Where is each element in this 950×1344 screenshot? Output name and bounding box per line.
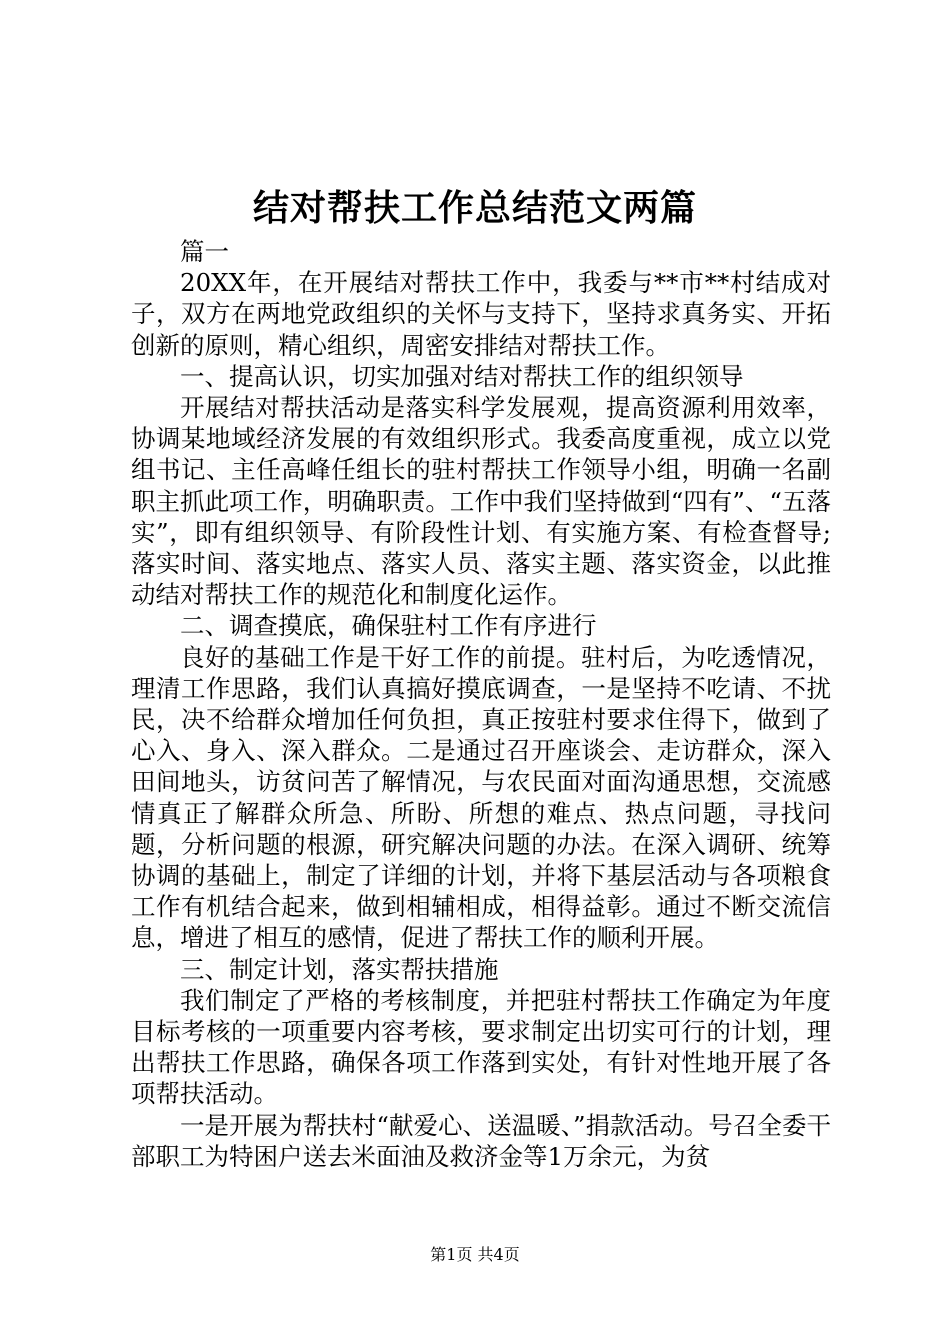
paragraph: 20XX年，在开展结对帮扶工作中，我委与**市**村结成对子，双方在两地党政组织的关怀与支持下，坚持求真务实、开拓创新的原则，精心组织，周密安排结对帮扶工作。 <box>131 268 831 360</box>
document-title: 结对帮扶工作总结范文两篇 <box>252 187 697 229</box>
section-heading: 三、制定计划，落实帮扶措施 <box>180 954 499 984</box>
paragraph: 良好的基础工作是干好工作的前提。驻村后，为吃透情况，理清工作思路，我们认真搞好摸底调查，一是坚持不吃请、不扰民，决不给群众增加任何负担，真正按驻村要求住得下，做到了心入、身入、深入群众。二是通过召开座谈会、走访群众，深入田间地头，访贫问苦了解情况，与农民面对面沟通思想，交流感情真正了解群众所急、所盼、所想的难点、热点问题，寻找问题，分析问题的根源，研究解决问题的办法。在深入调研、统筹协调的基础上，制定了详细的计划，并将下基层活动与各项粮食工作有机结合起来，做到相辅相成，相得益彰。通过不断交流信息，增进了相互的感情，促进了帮扶工作的顺利开展。 <box>131 642 831 953</box>
section-label: 篇一 <box>180 237 229 266</box>
section-heading: 一、提高认识，切实加强对结对帮扶工作的组织领导 <box>180 361 744 391</box>
paragraph: 开展结对帮扶活动是落实科学发展观，提高资源利用效率，协调某地域经济发展的有效组织形式。我委高度重视，成立以党组书记、主任高峰任组长的驻村帮扶工作领导小组，明确一名副职主抓此项工作，明确职责。工作中我们坚持做到“四有”、“五落实”，即有组织领导、有阶段性计划、有实施方案、有检查督导;落实时间、落实地点、落实人员、落实主题、落实资金，以此推动结对帮扶工作的规范化和制度化运作。 <box>131 393 831 610</box>
section-heading: 二、调查摸底，确保驻村工作有序进行 <box>180 611 597 641</box>
paragraph: 一是开展为帮扶村“献爱心、送温暖、”捐款活动。号召全委干部职工为特困户送去米面油及救济金等1万余元，为贫 <box>131 1110 831 1171</box>
document-body <box>131 236 831 1172</box>
paragraph: 我们制定了严格的考核制度，并把驻村帮扶工作确定为年度目标考核的一项重要内容考核，要求制定出切实可行的计划，理出帮扶工作思路，确保各项工作落到实处，有针对性地开展了各项帮扶活动。 <box>131 985 831 1109</box>
page-footer: 第1页 共4页 <box>430 1245 520 1264</box>
